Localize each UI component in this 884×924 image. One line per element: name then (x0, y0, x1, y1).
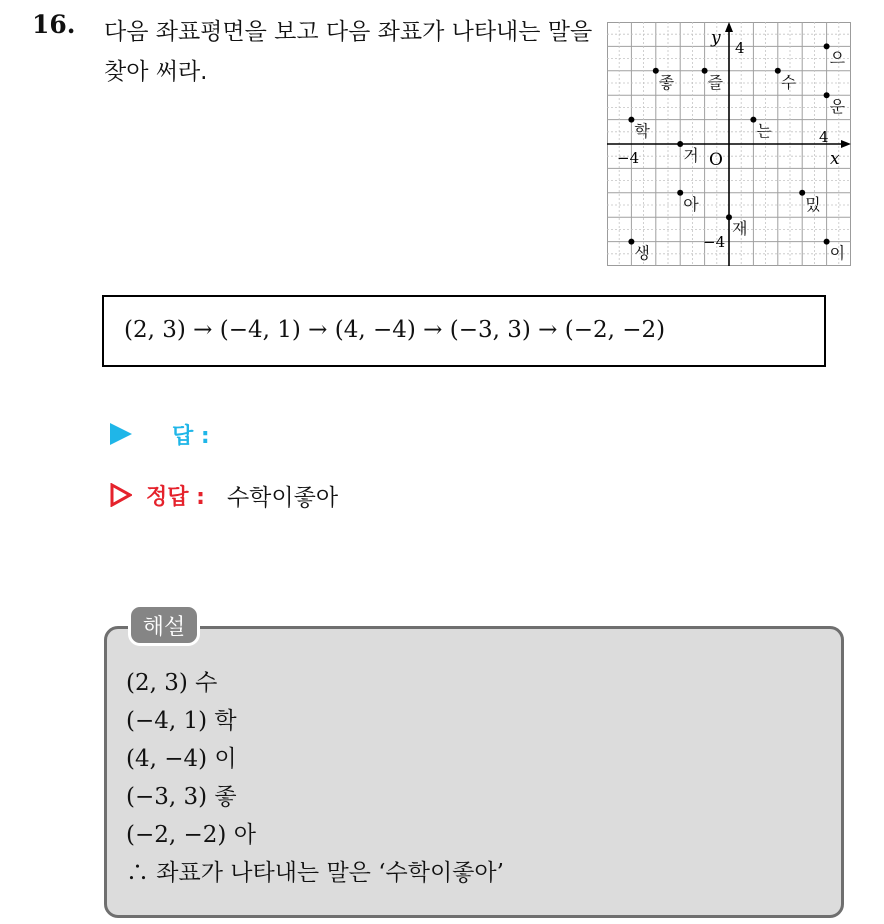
answer-label: 답 : (172, 423, 210, 449)
explanation-conclusion: ∴ 좌표가 나타내는 말은 ‘수학이좋아’ (126, 860, 504, 886)
play-arrow-icon (110, 423, 132, 445)
point-label: 으 (829, 48, 846, 68)
tick-label-y-neg: −4 (703, 233, 726, 251)
point-label: 수 (780, 72, 797, 92)
explanation-lines (126, 664, 504, 892)
point-label: 학 (634, 121, 650, 141)
point-label: 생 (634, 243, 650, 263)
y-axis-arrowhead (725, 22, 733, 32)
correct-answer-value: 수학이좋아 (226, 484, 339, 511)
explanation-line: (4, −4) 이 (126, 746, 237, 772)
point-label: 운 (829, 97, 846, 117)
x-axis-label: x (830, 149, 840, 169)
x-axis-arrowhead (841, 140, 851, 148)
explanation-line: (2, 3) 수 (126, 670, 218, 696)
point-label: 이 (829, 243, 846, 263)
correct-answer-row (110, 478, 338, 512)
question-number: 16. (32, 10, 76, 39)
y-axis-label: y (711, 28, 721, 48)
point-label: 아 (683, 194, 699, 214)
coordinate-sequence: (2, 3) → (−4, 1) → (4, −4) → (−3, 3) → (−2, −2) (124, 317, 666, 343)
tick-label-x-pos: 4 (819, 128, 829, 146)
tick-label-y-pos: 4 (735, 39, 745, 57)
point-label: 거 (683, 146, 699, 165)
origin-label: O (709, 150, 723, 170)
point-label: 재 (732, 219, 748, 239)
point-label: 는 (756, 121, 772, 141)
sequence-box (102, 295, 826, 367)
explanation-line: (−2, −2) 아 (126, 822, 256, 848)
explanation-tag: 해설 (128, 604, 200, 646)
point-label: 밌 (805, 194, 821, 214)
explanation-line: (−4, 1) 학 (126, 708, 237, 734)
question-text: 다음 좌표평면을 보고 다음 좌표가 나타내는 말을 찾아 써라. (104, 19, 593, 85)
coordinate-plane (607, 22, 851, 266)
point-label: 좋 (658, 72, 675, 92)
explanation-line: (−3, 3) 좋 (126, 784, 237, 810)
point-label: 즐 (707, 72, 724, 92)
outline-arrow-icon (110, 483, 132, 507)
tick-label-x-neg: −4 (617, 149, 640, 167)
correct-answer-label: 정답 : (146, 484, 205, 510)
answer-row (110, 418, 210, 450)
